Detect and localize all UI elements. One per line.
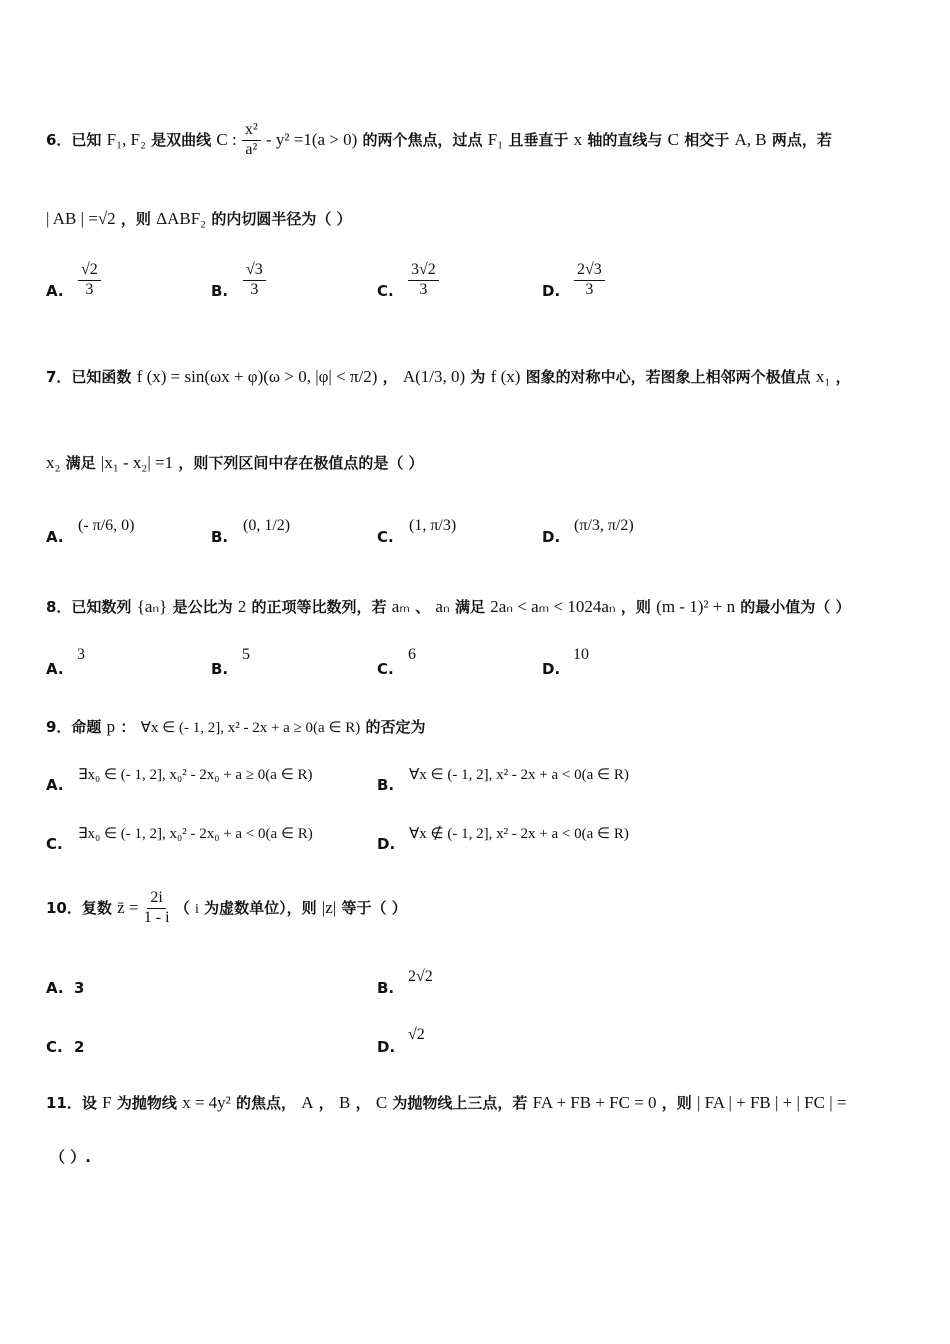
q7-option-d-label: D. (542, 528, 561, 546)
q8-option-c: 6 (408, 646, 416, 663)
q9-option-b: ∀x ∈ (- 1, 2], x² - 2x + a < 0(a ∈ R) (409, 767, 629, 783)
q9-option-a-label: A. (46, 776, 64, 794)
q10-option-a: 3 (74, 979, 85, 997)
q9-option-d-label: D. (377, 835, 396, 853)
q7-function: f (x) = sin(ωx + φ)(ω > 0, |φ| < π/2) (136, 367, 378, 386)
q11-line2: （ ）. (50, 1148, 91, 1166)
q6-option-b: $\frac{√3}{3}$ (243, 262, 266, 299)
q8-line1: 8．已知数列 {aₙ} 是公比为 2 的正项等比数列，若 aₘ 、 aₙ 满足 2aₙ < aₘ < 1024aₙ ，则 (m - 1)² + n 的最小值为（ ） (46, 597, 851, 616)
q9-proposition: ∀x ∈ (- 1, 2], x² - 2x + a ≥ 0(a ∈ R) (140, 720, 361, 736)
q6-curve-fraction: $\frac{\text{x²}}{\text{a²}}$ (242, 122, 261, 159)
q7-option-c: (1, π/3) (409, 517, 457, 534)
q11-length-sum: | FA | + FB | + | FC | = (697, 1093, 847, 1112)
q9-option-d: ∀x ∉ (- 1, 2], x² - 2x + a < 0(a ∈ R) (409, 826, 629, 842)
q7-option-a: (- π/6, 0) (78, 517, 135, 534)
q8-option-b: 5 (242, 646, 250, 663)
q10-option-d: √2 (408, 1026, 425, 1043)
q10-option-b: 2√2 (408, 968, 433, 985)
q8-option-d-label: D. (542, 660, 561, 678)
q9-option-c: ∃x₀ ∈ (- 1, 2], x₀² - 2x₀ + a < 0(a ∈ R) (78, 826, 313, 842)
q6-option-a-label: A. (46, 282, 64, 300)
q6-abs-expr: | AB | =√2 (46, 209, 116, 228)
q6-line1: 6．已知 F₁, F₂ 是双曲线 C : $\frac{\text{x²}}{\text{a²}}$ - y² =1(a > 0) 的两个焦点，过点 F₁ 且垂直于 x 轴的直线与 C 相交于 A, B 两点，若 (46, 121, 832, 158)
q9-option-c-label: C. (46, 835, 63, 853)
q11-vector-sum: FA + FB + FC = 0 (532, 1093, 657, 1112)
q6-option-c-label: C. (377, 282, 394, 300)
q10-option-d-label: D. (377, 1038, 396, 1056)
q6-option-d: $\frac{2√3}{3}$ (574, 262, 605, 299)
q7-option-c-label: C. (377, 528, 394, 546)
q6-option-d-label: D. (542, 282, 561, 300)
q10-fraction: $\frac{2i}{1 - i}$ (143, 889, 170, 926)
q8-option-a: 3 (77, 646, 85, 663)
q6-curve-rest: - y² =1(a > 0) (266, 129, 358, 149)
q7-point: A(1/3, 0) (402, 367, 466, 386)
q9-option-b-label: B. (377, 776, 395, 794)
q6-option-c: $\frac{3√2}{3}$ (408, 262, 439, 299)
q8-expression: (m - 1)² + n (656, 597, 736, 616)
q7-option-b-label: B. (211, 528, 229, 546)
q6-foci: F₁, F₂ (106, 129, 146, 149)
q6-curve-c: C : (216, 129, 237, 149)
q7-option-d: (π/3, π/2) (574, 517, 634, 534)
q7-line2: x₂ 满足 |x₁ - x₂| =1 ，则下列区间中存在极值点的是（ ） (46, 453, 424, 472)
q7-option-a-label: A. (46, 528, 64, 546)
q6-option-b-label: B. (211, 282, 229, 300)
q10-option-c: 2 (74, 1038, 85, 1056)
q10-option-a-label: A. (46, 979, 64, 997)
q8-option-b-label: B. (211, 660, 229, 678)
q6-option-a: $\frac{√2}{3}$ (78, 262, 101, 299)
q8-inequality: 2aₙ < aₘ < 1024aₙ (490, 597, 616, 616)
q7-condition: |x₁ - x₂| =1 (100, 453, 174, 472)
q11-line1: 11．设 F 为抛物线 x = 4y² 的焦点， A ， B ， C 为抛物线上三点，若 FA + FB + FC = 0 ，则 | FA | + FB | + | FC | = (46, 1093, 847, 1112)
q9-line1: 9．命题 p ： ∀x ∈ (- 1, 2], x² - 2x + a ≥ 0(a ∈ R) 的否定为 (46, 717, 426, 736)
q10-line1: 10．复数 z̄ = $\frac{2i}{1 - i}$ （ i 为虚数单位），则 |z| 等于（ ） (46, 889, 407, 926)
q7-option-b: (0, 1/2) (243, 517, 291, 534)
q10-option-c-label: C. (46, 1038, 63, 1056)
q8-option-a-label: A. (46, 660, 64, 678)
q9-option-a: ∃x₀ ∈ (- 1, 2], x₀² - 2x₀ + a ≥ 0(a ∈ R) (78, 767, 313, 783)
q8-option-d: 10 (573, 646, 589, 663)
q10-option-b-label: B. (377, 979, 395, 997)
q11-parabola: x = 4y² (182, 1093, 231, 1112)
q7-line1: 7．已知函数 f (x) = sin(ωx + φ)(ω > 0, |φ| < π/2) ， A(1/3, 0) 为 f (x) 图象的对称中心，若图象上相邻两个极值点 x₁ ， (46, 367, 851, 386)
q6-line2: | AB | =√2 ，则 ΔABF₂ 的内切圆半径为（ ） (46, 209, 352, 228)
q8-option-c-label: C. (377, 660, 394, 678)
